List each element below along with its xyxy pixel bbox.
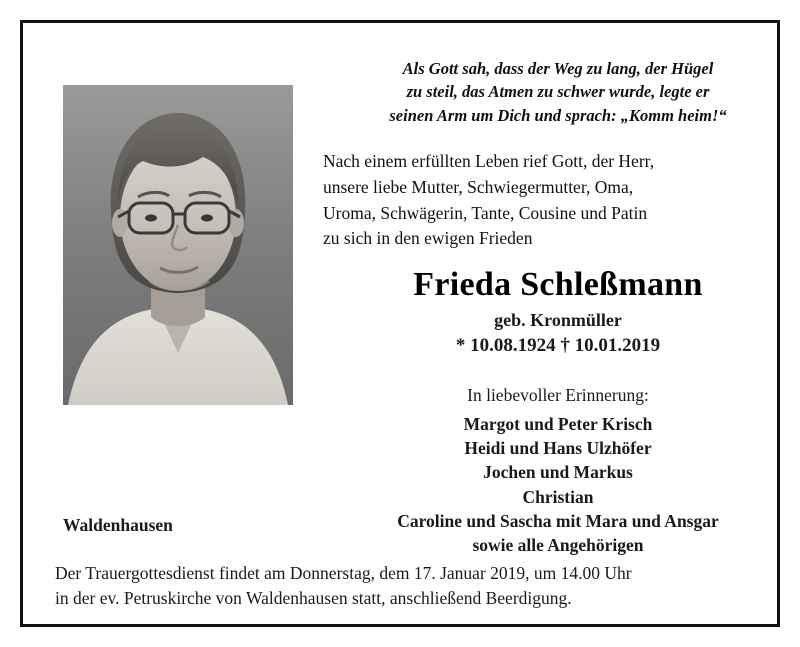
text-column bbox=[323, 57, 793, 557]
maiden-name: geb. Kronmüller bbox=[494, 310, 622, 331]
lead-line: zu sich in den ewigen Frieden bbox=[323, 228, 533, 249]
lead-line: Uroma, Schwägerin, Tante, Cousine und Patin bbox=[323, 202, 648, 223]
service-line: in der ev. Petruskirche von Waldenhausen statt, anschließend Beerdigung. bbox=[55, 588, 572, 609]
lead-line: unsere liebe Mutter, Schwiegermutter, Oma, bbox=[323, 176, 634, 197]
portrait-illustration bbox=[63, 85, 293, 405]
service-line: Der Trauergottesdienst findet am Donnerstag, dem 17. Januar 2019, um 14.00 Uhr bbox=[55, 563, 632, 583]
notice-content bbox=[23, 23, 777, 624]
mourner-line: Margot und Peter Krisch bbox=[463, 414, 653, 435]
mourner-line: Heidi und Hans Ulzhöfer bbox=[464, 438, 652, 459]
memory-intro: In liebevoller Erinnerung: bbox=[467, 385, 649, 406]
service-details bbox=[55, 561, 749, 612]
portrait-photo bbox=[63, 85, 293, 405]
mourner-line: sowie alle Angehörigen bbox=[472, 534, 644, 555]
lead-line: Nach einem erfüllten Leben rief Gott, der Herr, bbox=[323, 151, 655, 172]
lead-paragraph bbox=[323, 149, 793, 252]
birth-death-dates: * 10.08.1924 † 10.01.2019 bbox=[455, 335, 661, 357]
verse-line: zu steil, das Atmen zu schwer wurde, legte er bbox=[406, 82, 710, 102]
mourner-line: Christian bbox=[522, 486, 594, 507]
mourner-line: Caroline und Sascha mit Mara und Ansgar bbox=[397, 510, 719, 531]
notice-border-frame bbox=[20, 20, 780, 627]
mourner-line: Jochen und Markus bbox=[483, 462, 633, 483]
verse-block bbox=[323, 57, 793, 127]
mourners-list bbox=[323, 412, 793, 557]
place-name: Waldenhausen bbox=[63, 515, 173, 535]
deceased-name: Frieda Schleßmann bbox=[413, 266, 703, 304]
verse-line: Als Gott sah, dass der Weg zu lang, der Hügel bbox=[402, 59, 714, 78]
verse-line: seinen Arm um Dich und sprach: „Komm heim!“ bbox=[389, 105, 727, 125]
